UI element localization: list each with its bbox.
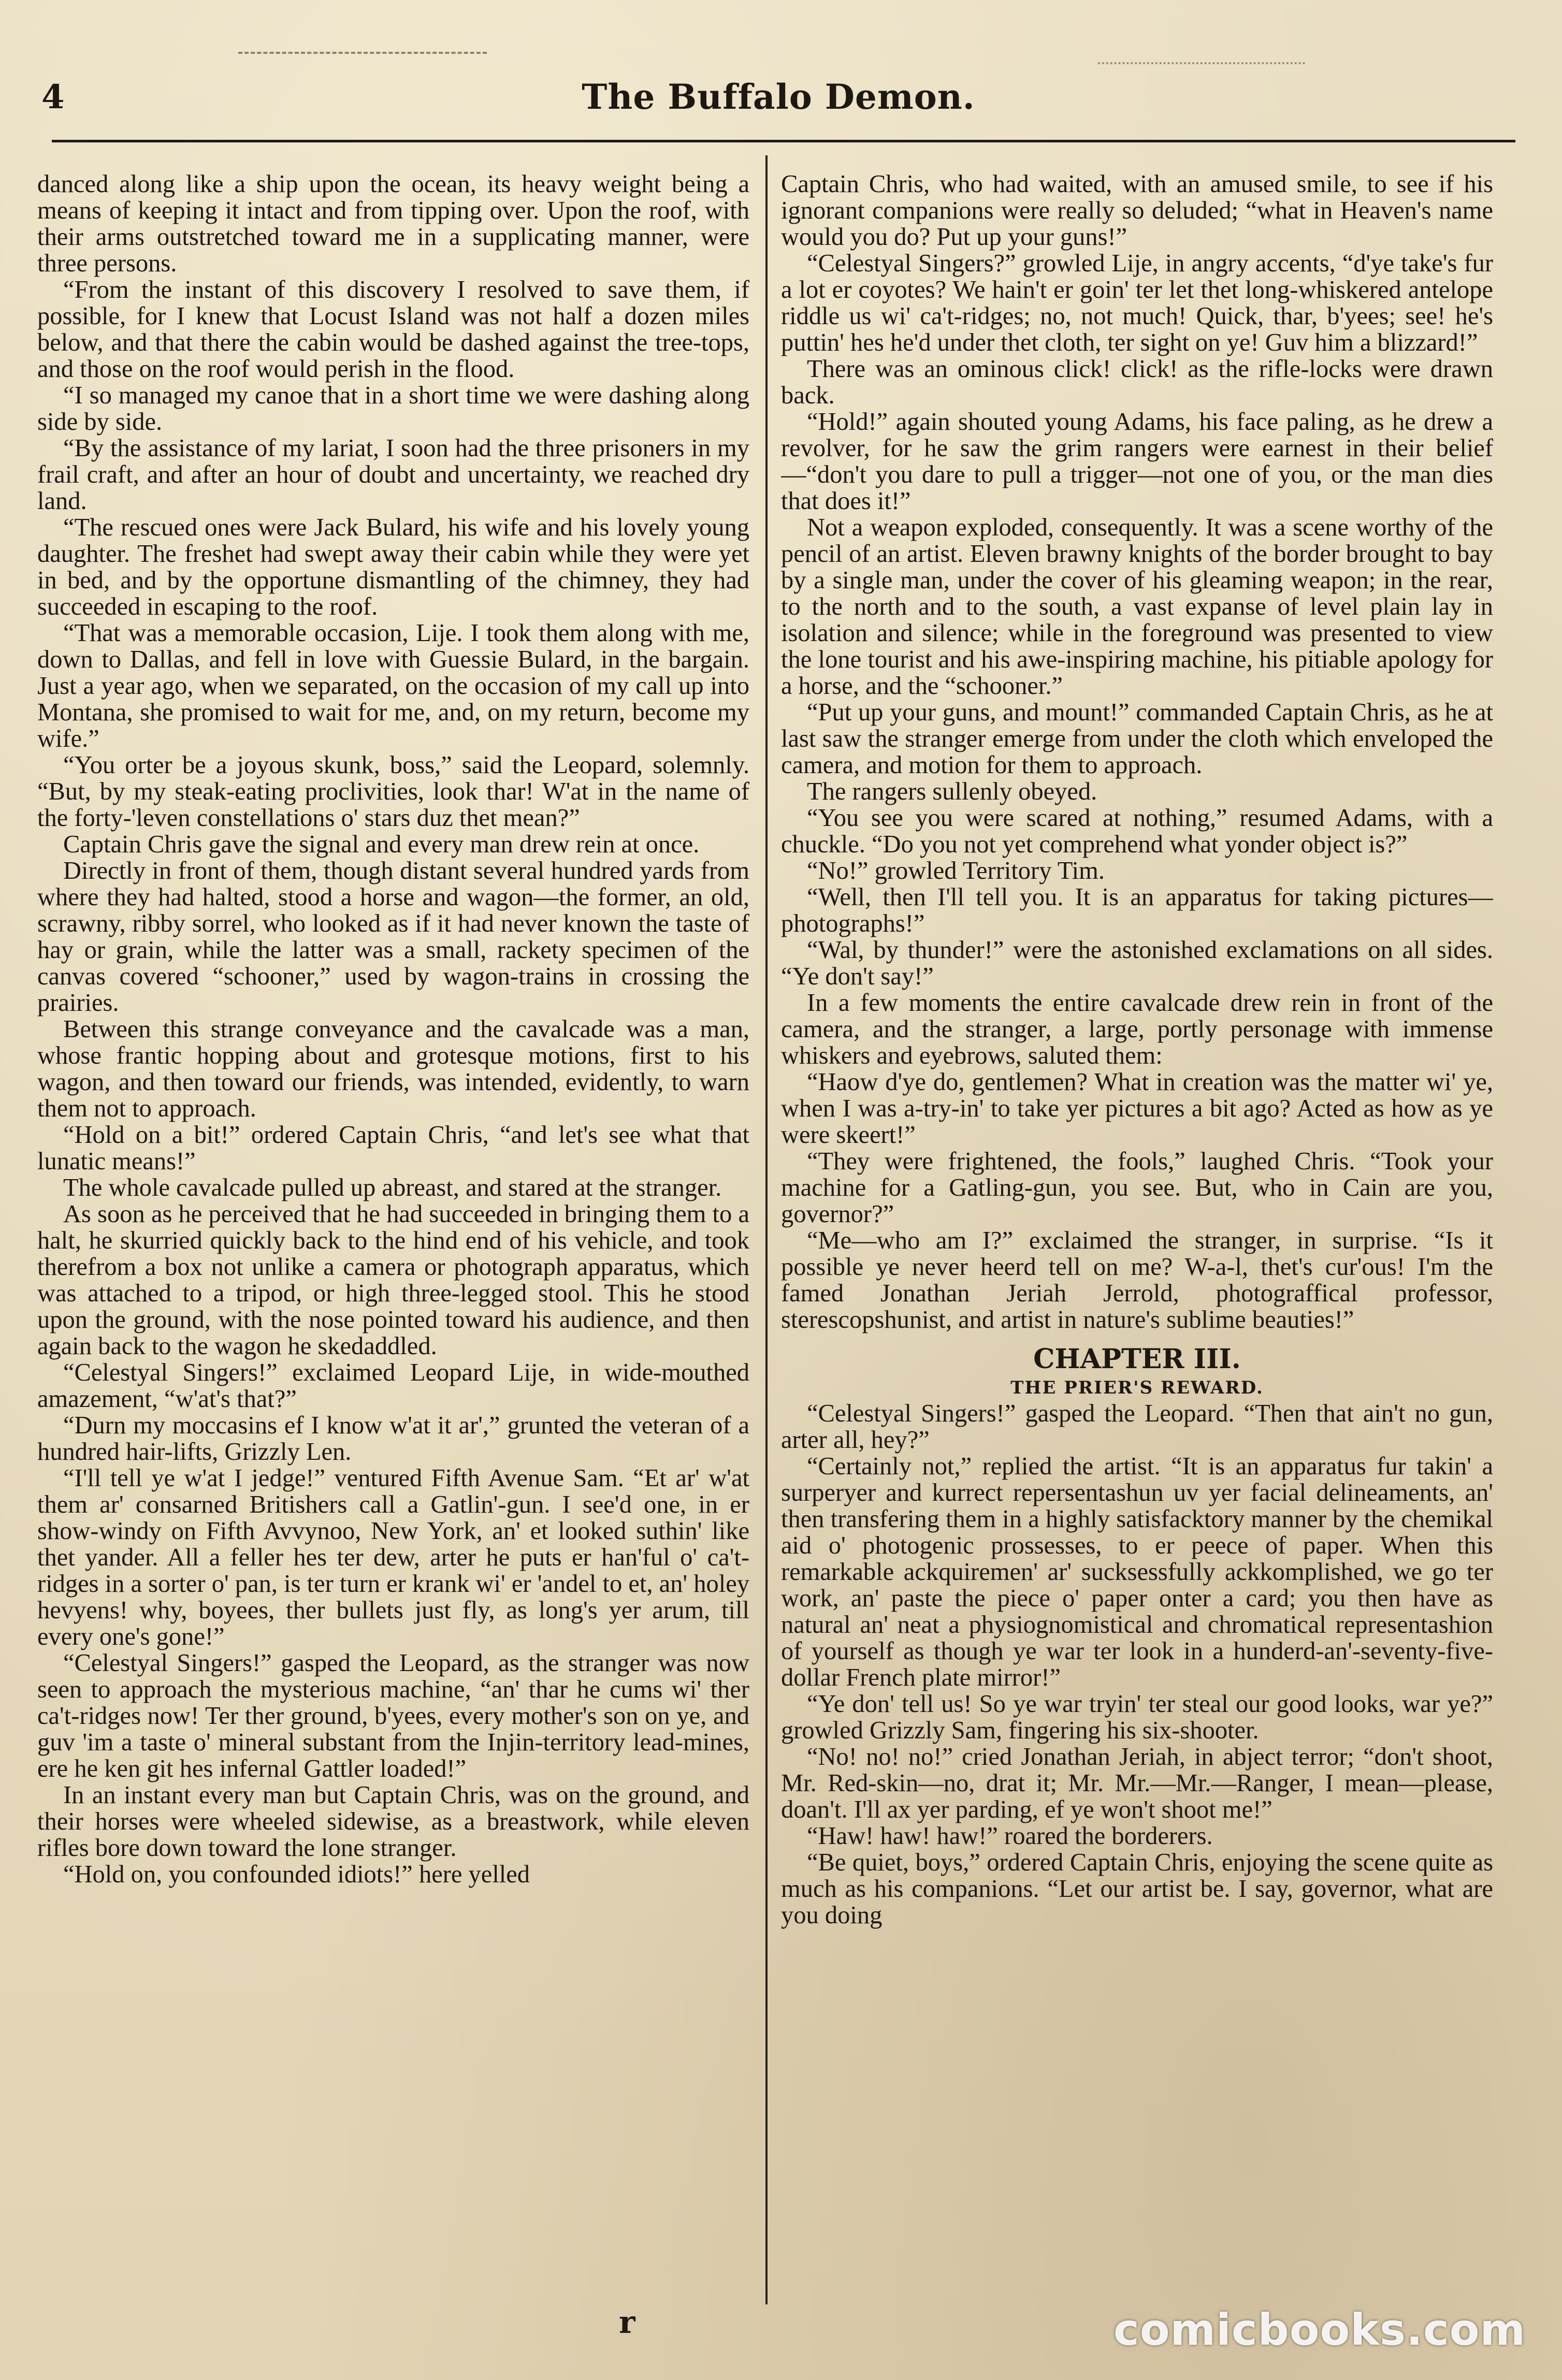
paragraph: “Wal, by thunder!” were the astonished exclamations on all sides. “Ye don't say!” [781,936,1493,990]
paragraph: The rangers sullenly obeyed. [807,778,1097,805]
paragraph: “No!” growled Territory Tim. [807,857,1105,884]
paragraph: “They were frightened, the fools,” laughed Chris. “Took your machine for a Gatling-gun, you see. But, who in Cain are you, governor?” [781,1148,1493,1228]
chapter-subtitle: THE PRIER'S REWARD. [1010,1377,1264,1398]
paragraph: “Hold on, you confounded idiots!” here yelled [63,1861,530,1888]
paragraph: Directly in front of them, though distant several hundred yards from where they had halted, stood a horse and wagon—the former, an old, scrawny, ribby sorrel, who looked as if it had never known the taste of hay or grain, while the latter was a small, rackety specimen of the canvas covered “schooner,” used by wagon-trains in crossing the prairies. [37,857,749,1017]
column-divider [765,155,768,2304]
paragraph: “Celestyal Singers!” gasped the Leopard. “Then that ain't no gun, arter all, hey?” [781,1400,1493,1454]
paragraph: “Durn my moccasins ef I know w'at it ar',” grunted the veteran of a hundred hair-lifts, Grizzly Len. [37,1412,749,1465]
paragraph: In an instant every man but Captain Chris, was on the ground, and their horses were wheeled sidewise, as a breastwork, while eleven rifles bore down toward the lone stranger. [37,1781,749,1862]
paragraph: “Celestyal Singers!” exclaimed Leopard Lije, in wide-mouthed amazement, “w'at's that?” [37,1359,749,1413]
paragraph: “Certainly not,” replied the artist. “It is an apparatus fur takin' a surperyer and kurrect repersentashun uv yer facial delineaments, an' then transfering them in a highly satisfacktory manner by the chemikal aid o' photogenic prossesses, to er peece of paper. When this remarkable ackquiremen' ar' sucksessfully ackkomplished, we go ter work, an' paste the piece o' paper onter a card; you then have as natural an' neat a physiognomistical and chromatical representashion of yourself as though ye war ter look in a hunderd-an'-seventy-five-dollar French plate mirror!” [781,1453,1493,1691]
header-rule [52,140,1515,142]
paragraph: “I'll tell ye w'at I jedge!” ventured Fifth Avenue Sam. “Et ar' w'at them ar' consarned Britishers call a Gatlin'-gun. I see'd one, in er show-windy on Fifth Avvynoo, New York, an' et looked suthin' like thet yander. All a feller hes ter dew, arter he puts er han'ful o' ca't-ridges in a sorter o' pan, is ter turn er krank wi' er 'andel to et, an' holey hevyens! why, boyees, ther bullets just fly, as long's yer arum, till every one's gone!” [37,1464,749,1650]
paragraph: “Celestyal Singers?” growled Lije, in angry accents, “d'ye take's fur a lot er coyotes? We hain't er goin' ter let thet long-whiskered antelope riddle us wi' ca't-ridges; no, not much! Quick, thar, b'yees; see! he's puttin' hes he'd under thet cloth, ter sight on ye! Guv him a blizzard!” [781,250,1493,356]
left-column [37,171,749,2284]
paragraph: In a few moments the entire cavalcade drew rein in front of the camera, and the stranger, a large, portly personage with immense whiskers and eyebrows, saluted them: [781,989,1493,1069]
footer-mark: r [619,2304,635,2341]
paragraph: “Haw! haw! haw!” roared the borderers. [807,1822,1213,1850]
running-title: The Buffalo Demon. [582,77,975,117]
paragraph: “Ye don' tell us! So ye war tryin' ter steal our good looks, war ye?” growled Grizzly Sam, fingering his six-shooter. [781,1690,1493,1744]
watermark: comicbooks.com [1113,2304,1526,2355]
paragraph: “Me—who am I?” exclaimed the stranger, in surprise. “Is it possible ye never heerd tell on me? W-a-l, thet's cur'ous! I'm the famed Jonathan Jeriah Jerrold, photograffical professor, sterescopshunist, and artist in nature's sublime beauties!” [781,1227,1493,1333]
paragraph: There was an ominous click! click! as the rifle-locks were drawn back. [781,355,1493,409]
paragraph: “Haow d'ye do, gentlemen? What in creation was the matter wi' ye, when I was a-try-in' to take yer pictures a bit ago? Acted as how as ye were skeert!” [781,1068,1493,1149]
paragraph: “Celestyal Singers!” gasped the Leopard, as the stranger was now seen to approach the mysterious machine, “an' thar he cums wi' ther ca't-ridges now! Ter ther ground, b'yees, every mother's son on ye, and guv 'im a taste o' mineral substant from the Injin-territory lead-mines, ere he ken git hes infernal Gattler loaded!” [37,1649,749,1782]
paragraph: “From the instant of this discovery I resolved to save them, if possible, for I knew that Locust Island was not half a dozen miles below, and that there the cabin would be dashed against the tree-tops, and those on the roof would perish in the flood. [37,276,749,383]
page-number: 4 [41,78,65,117]
paragraph: Between this strange conveyance and the cavalcade was a man, whose frantic hopping about and grotesque motions, first to his wagon, and then toward our friends, was intended, evidently, to warn them not to approach. [37,1015,749,1122]
page-header [31,67,1526,145]
paragraph: Captain Chris, who had waited, with an amused smile, to see if his ignorant companions were really so deluded; “what in Heaven's name would you do? Put up your guns!” [781,171,1493,251]
paragraph: Not a weapon exploded, consequently. It was a scene worthy of the pencil of an artist. Eleven brawny knights of the border brought to bay by a single man, under the cover of his gleaming weapon; in the rear, to the north and to the south, a vast expanse of level plain lay in isolation and silence; while in the foreground was presented to view the lone tourist and his awe-inspiring machine, his pitiable apology for a horse, and the “schooner.” [781,514,1493,700]
paragraph: danced along like a ship upon the ocean, its heavy weight being a means of keeping it intact and from tipping over. Upon the roof, with their arms outstretched toward me in a supplicating manner, were three persons. [37,171,749,277]
paragraph: “You see you were scared at nothing,” resumed Adams, with a chuckle. “Do you not yet comprehend what yonder object is?” [781,804,1493,858]
paragraph: “You orter be a joyous skunk, boss,” said the Leopard, solemnly. “But, by my steak-eating proclivities, look thar! W'at in the name of the forty-'leven constellations o' stars duz thet mean?” [37,751,749,832]
right-column [781,171,1493,2284]
paragraph: “The rescued ones were Jack Bulard, his wife and his lovely young daughter. The freshet had swept away their cabin while they were yet in bed, and by the opportune dismantling of the chimney, they had succeeded in escaping to the roof. [37,514,749,620]
paragraph: “Hold!” again shouted young Adams, his face paling, as he drew a revolver, for he saw the grim rangers were earnest in their belief—“don't you dare to pull a trigger—not one of you, or the man dies that does it!” [781,408,1493,515]
paragraph: “No! no! no!” cried Jonathan Jeriah, in abject terror; “don't shoot, Mr. Red-skin—no, drat it; Mr. Mr.—Mr.—Ranger, I mean—please, doan't. I'll ax yer parding, ef ye won't shoot me!” [781,1743,1493,1823]
paragraph: “Well, then I'll tell you. It is an apparatus for taking pictures—photographs!” [781,883,1493,937]
paragraph: “Be quiet, boys,” ordered Captain Chris, enjoying the scene quite as much as his companions. “Let our artist be. I say, governor, what are you doing [781,1849,1493,1929]
paragraph: “Hold on a bit!” ordered Captain Chris, “and let's see what that lunatic means!” [37,1121,749,1175]
paragraph: Captain Chris gave the signal and every man drew rein at once. [63,831,700,858]
print-smudge [238,52,487,59]
chapter-heading: CHAPTER III. [1033,1343,1241,1375]
paragraph: “I so managed my canoe that in a short time we were dashing along side by side. [37,382,749,436]
paragraph: “That was a memorable occasion, Lije. I took them along with me, down to Dallas, and fell in love with Guessie Bulard, in the bargain. Just a year ago, when we separated, on the occasion of my call up into Montana, she promised to wait for me, and, on my return, become my wife.” [37,619,749,752]
paragraph: As soon as he perceived that he had succeeded in bringing them to a halt, he skurried quickly back to the hind end of his vehicle, and took therefrom a box not unlike a camera or photograph apparatus, which was attached to a tripod, or high three-legged stool. This he stood upon the ground, with the nose pointed toward his audience, and then again back to the wagon he skedaddled. [37,1200,749,1360]
paragraph: “Put up your guns, and mount!” commanded Captain Chris, as he at last saw the stranger emerge from under the cloth which enveloped the camera, and motion for them to approach. [781,699,1493,779]
paragraph: “By the assistance of my lariat, I soon had the three prisoners in my frail craft, and after an hour of doubt and uncertainty, we reached dry land. [37,434,749,515]
paragraph: The whole cavalcade pulled up abreast, and stared at the stranger. [63,1174,722,1201]
